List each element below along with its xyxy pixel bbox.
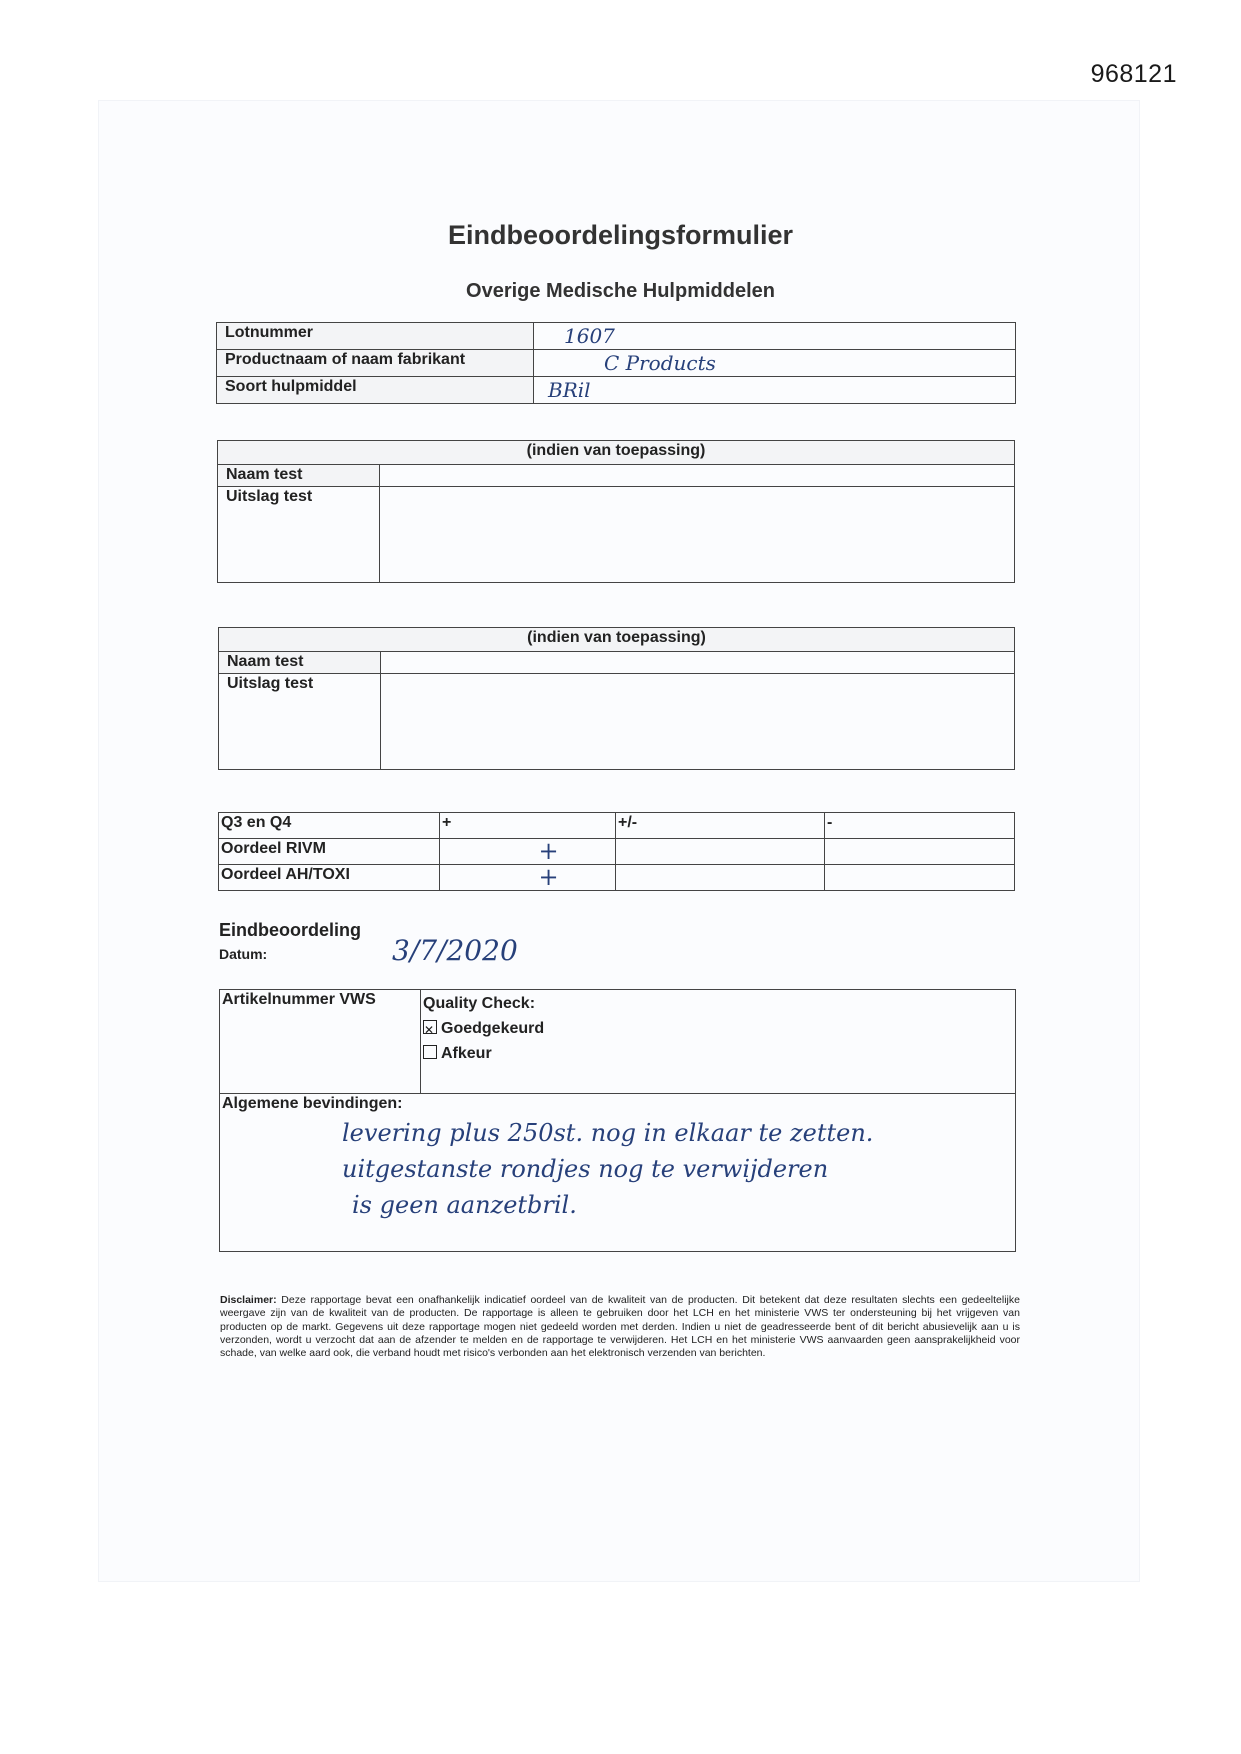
option-goedgekeurd[interactable] [423,1016,1007,1041]
document-id: 968121 [1090,60,1177,88]
oordeel-rivm-label: Oordeel RIVM [219,839,440,865]
test-2-header: (indien van toepassing) [219,628,1015,652]
findings-text [222,1115,1007,1223]
oordeel-rivm-mark: + [440,839,616,865]
test-1-name-label: Naam test [218,465,380,487]
afkeur-checkbox[interactable] [423,1045,437,1059]
findings-line: uitgestanste rondjes nog te verwijderen [342,1155,829,1183]
test-1-result-label: Uitslag test [218,487,380,583]
product-table [216,322,1016,404]
date-label: Datum: [219,946,268,962]
findings-line: levering plus 250st. nog in elkaar te zetten. [342,1119,874,1147]
q-header-label: Q3 en Q4 [219,813,440,839]
test-1-result-value [380,487,1015,583]
lotnummer-label: Lotnummer [217,323,534,350]
goedgekeurd-checkbox[interactable] [423,1020,437,1034]
findings-label: Algemene bevindingen: [222,1095,403,1112]
test-table-1 [217,440,1015,583]
date-value: 3/7/2020 [392,934,518,967]
test-1-name-value [380,465,1015,487]
oordeel-ahtoxi-label: Oordeel AH/TOXI [219,865,440,891]
lotnummer-value: 1607 [534,323,1016,350]
q-header-minus: - [825,813,1015,839]
test-2-result-value [381,674,1015,770]
option-afkeur[interactable] [423,1041,1007,1066]
article-label: Artikelnummer VWS [222,991,376,1008]
q-header-plusminus: +/- [616,813,825,839]
form-title: Eindbeoordelingsformulier [447,220,794,250]
test-2-result-label: Uitslag test [219,674,381,770]
form-subtitle: Overige Medische Hulpmiddelen [466,280,775,302]
goedgekeurd-label: Goedgekeurd [441,1020,545,1037]
final-title: Eindbeoordeling [219,920,361,940]
afkeur-label: Afkeur [441,1045,492,1062]
disclaimer-text: Deze rapportage bevat een onafhankelijk indicatief oordeel van de kwaliteit van de producten. Dit betekent dat deze resultaten slechts een gedeeltelijke weergave zijn van de kwaliteit van de producten. De rapportage is alleen te gebruiken door het LCH en het ministerie VWS ter ondersteuning bij het vrijgeven van producten op de markt. Gegevens uit deze rapportage mogen niet gedeeld worden met derden. Indien u niet de geadresseerde bent of dit bericht abusievelijk aan u is verzonden, wordt u verzocht dat aan de afzender te melden en de rapportage te verwijderen. Het LCH en het ministerie VWS aanvaarden geen aansprakelijkheid voor schade, van welke aard ook, die verband houdt met risico's verbonden aan het elektronisch verzenden van berichten. [220,1294,1020,1360]
quality-label: Quality Check: [423,995,536,1012]
test-table-2 [218,627,1015,770]
productnaam-label: Productnaam of naam fabrikant [217,350,534,377]
test-2-name-value [381,652,1015,674]
quality-cell [421,990,1016,1094]
final-table [219,989,1016,1252]
soort-label: Soort hulpmiddel [217,377,534,404]
soort-value: BRil [534,377,1016,404]
test-1-header: (indien van toepassing) [218,441,1015,465]
q-table [218,812,1015,891]
test-2-name-label: Naam test [219,652,381,674]
findings-cell [220,1094,1016,1252]
article-cell [220,990,421,1094]
disclaimer-label: Disclaimer: [220,1294,277,1306]
disclaimer [220,1294,1020,1360]
q-header-plus: + [440,813,616,839]
oordeel-ahtoxi-mark: + [440,865,616,891]
findings-line: is geen aanzetbril. [352,1191,577,1219]
productnaam-value: C Products [534,350,1016,377]
